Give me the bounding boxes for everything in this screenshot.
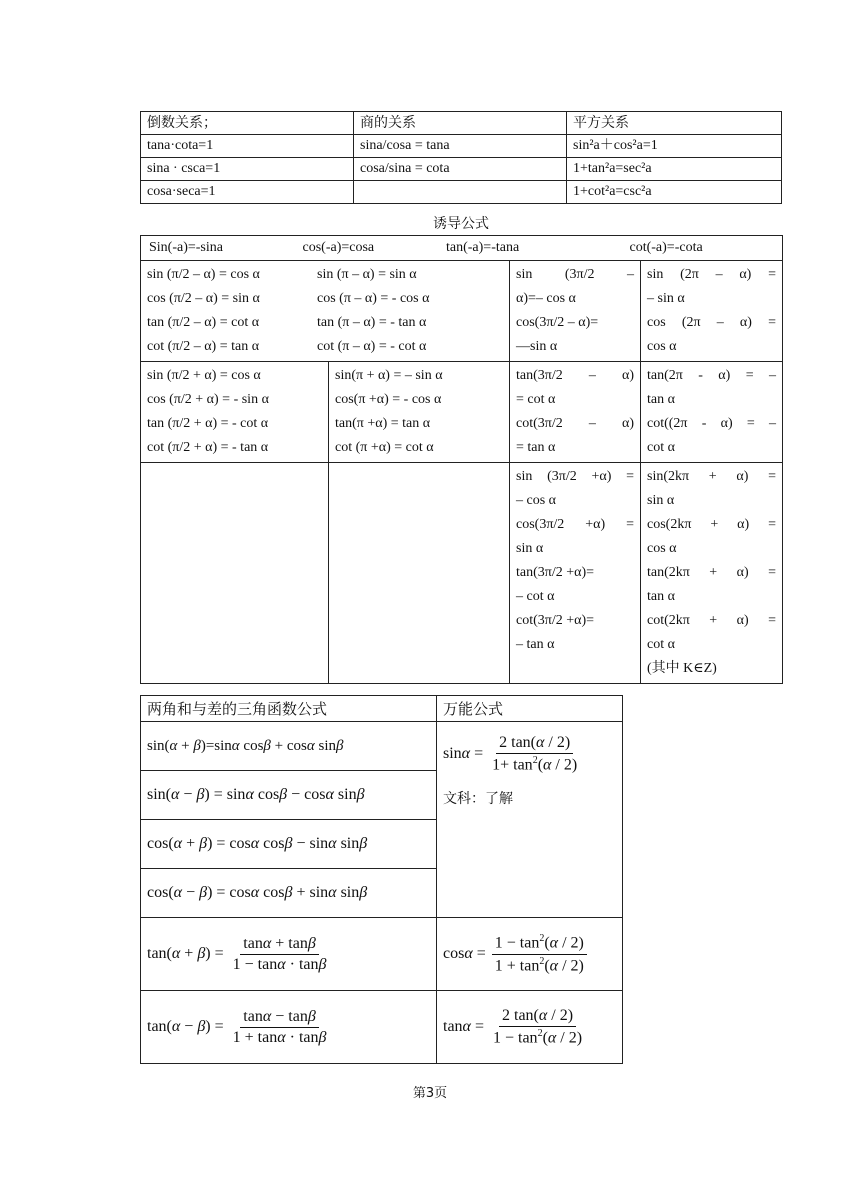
formula-line: cos(2kπ + α) =: [647, 517, 776, 532]
cell: cosa·seca=1: [141, 181, 354, 204]
formula-line: cos (π/2 – α) = sin α: [147, 291, 260, 306]
formula-line: – sin α: [647, 291, 685, 306]
even-cos: cos(-a)=cosa: [302, 240, 375, 255]
formula-line: tan(2π - α) = –: [647, 368, 776, 383]
table-row: [141, 236, 783, 261]
formula-line: —sin α: [516, 339, 558, 354]
cell: sina · csca=1: [141, 158, 354, 181]
universal-tan-cell: tanα = $\frac{2 \tan(\alpha / 2)}{1 - \tan^2(\alpha / 2)}$: [437, 991, 623, 1064]
formula-line: cot (π/2 + α) = - tan α: [147, 440, 269, 455]
empty-cell: [141, 463, 329, 684]
formula-line: cot(3π/2 – α): [516, 416, 634, 431]
formula-line: – cot α: [516, 589, 555, 604]
universal-cos-cell: cosα = $\frac{1 - \tan^2(\alpha / 2)}{1 + \tan^2(\alpha / 2)}$: [437, 918, 623, 991]
formula-sin-diff: sin(α − β) = sinα cosβ − cosα sinβ: [141, 771, 437, 820]
formula-cos-sum: cos(α + β) = cosα cosβ − sinα sinβ: [141, 820, 437, 869]
formula-line: tan(3π/2 +α)=: [516, 565, 595, 580]
formula-line: tan (π/2 – α) = cot α: [147, 315, 260, 330]
cell-list: [510, 362, 641, 463]
formula-line: α)=– cos α: [516, 291, 576, 306]
formula-line: cot((2π - α) = –: [647, 416, 776, 431]
formula-line: sin α: [516, 541, 544, 556]
formula-sin-sum: sin(α + β)=sinα cosβ + cosα sinβ: [141, 722, 437, 771]
cell: 1+cot²a=csc²a: [567, 181, 782, 204]
formula-line: tan(π +α) = tan α: [335, 416, 431, 431]
table-row: [141, 918, 623, 991]
induction-title: 诱导公式: [433, 216, 489, 232]
formula-line: sin α: [647, 493, 675, 508]
formula-line: tan (π – α) = - tan α: [317, 315, 427, 330]
cell: sin²a＋cos²a=1: [567, 135, 782, 158]
page-number: 第3页: [412, 1086, 448, 1101]
formula-line: tan (π/2 + α) = - cot α: [147, 416, 269, 431]
formula-line: (其中 K∈Z): [647, 661, 717, 676]
formula-tan-diff: tan(α − β) = $\frac{\tan\alpha - \tan\beta}{1 + \tan\alpha \cdot \tan\beta}$: [141, 991, 437, 1064]
cell: [354, 181, 567, 204]
table-row: [141, 991, 623, 1064]
formula-line: tan α: [647, 392, 675, 407]
cell-list: [641, 261, 783, 362]
formula-line: – cos α: [516, 493, 556, 508]
induction-formulas-table: [140, 235, 783, 684]
formula-line: sin(π + α) = – sin α: [335, 368, 443, 383]
header-quotient: 商的关系: [354, 112, 567, 135]
cell-list: [317, 263, 429, 359]
table-row: [141, 158, 782, 181]
odd-tan: tan(-a)=-tana: [446, 240, 520, 255]
formula-line: cos(π +α) = - cos α: [335, 392, 442, 407]
formula-line: cos α: [647, 339, 677, 354]
formula-line: sin (2π – α) =: [647, 267, 776, 282]
formula-line: cos α: [647, 541, 677, 556]
cell-list: [329, 362, 510, 463]
formula-line: cot (π – α) = - cot α: [317, 339, 427, 354]
cell-list: [641, 463, 783, 684]
table-row: [141, 135, 782, 158]
formula-tan-sum: tan(α + β) = $\frac{\tan\alpha + \tan\beta}{1 - \tan\alpha \cdot \tan\beta}$: [141, 918, 437, 991]
table-row: [141, 181, 782, 204]
formula-line: tan(3π/2 – α): [516, 368, 634, 383]
sum-difference-table: [140, 695, 623, 1064]
cell-list: [510, 261, 641, 362]
formula-line: cot(3π/2 +α)=: [516, 613, 595, 628]
cell: 1+tan²a=sec²a: [567, 158, 782, 181]
cell-list: [641, 362, 783, 463]
table-row: [141, 696, 623, 722]
cell: sina/cosa = tana: [354, 135, 567, 158]
formula-line: cos (2π – α) =: [647, 315, 776, 330]
formula-line: cos (π – α) = - cos α: [317, 291, 430, 306]
header-universal: 万能公式: [437, 696, 623, 722]
odd-cot: cot(-a)=-cota: [629, 240, 703, 255]
formula-line: cot (π +α) = cot α: [335, 440, 434, 455]
cell: tana·cota=1: [141, 135, 354, 158]
formula-line: cos(3π/2 +α) =: [516, 517, 634, 532]
header-square: 平方关系: [567, 112, 782, 135]
formula-line: sin(2kπ + α) =: [647, 469, 776, 484]
formula-line: cos (π/2 + α) = - sin α: [147, 392, 269, 407]
formula-line: sin (3π/2 –: [516, 267, 634, 282]
formula-line: sin (3π/2 +α) =: [516, 469, 634, 484]
formula-line: cos(3π/2 – α)=: [516, 315, 599, 330]
formula-line: – tan α: [516, 637, 555, 652]
formula-line: cot (π/2 – α) = tan α: [147, 339, 260, 354]
basic-relations-table: [140, 111, 782, 204]
cell-list: [510, 463, 641, 684]
odd-sin: Sin(-a)=-sina: [149, 240, 223, 255]
formula-line: cot α: [647, 637, 675, 652]
formula-line: cot(2kπ + α) =: [647, 613, 776, 628]
universal-sin-cell: sinα = $\frac{2 \tan(\alpha / 2)}{1+ \tan^2(\alpha / 2)}$ 文科：了解: [437, 722, 623, 918]
cell-list: [147, 263, 317, 359]
table-row: [141, 463, 783, 684]
formula-line: cot α: [647, 440, 675, 455]
empty-cell: [329, 463, 510, 684]
table-row: [141, 362, 783, 463]
table-row: [141, 261, 783, 362]
header-reciprocal: 倒数关系；: [141, 112, 354, 135]
formula-line: tan α: [647, 589, 675, 604]
formula-line: sin (π/2 + α) = cos α: [147, 368, 261, 383]
formula-line: = cot α: [516, 392, 556, 407]
cell: cosa/sina = cota: [354, 158, 567, 181]
arts-note: 文科：了解: [443, 791, 513, 808]
formula-line: sin (π – α) = sin α: [317, 267, 417, 282]
formula-line: sin (π/2 – α) = cos α: [147, 267, 260, 282]
formula-cos-diff: cos(α − β) = cosα cosβ + sinα sinβ: [141, 869, 437, 918]
formula-line: = tan α: [516, 440, 556, 455]
header-sum-difference: 两角和与差的三角函数公式: [141, 696, 437, 722]
formula-line: tan(2kπ + α) =: [647, 565, 776, 580]
cell-list: [141, 362, 329, 463]
table-row: [141, 112, 782, 135]
table-row: [141, 722, 623, 771]
